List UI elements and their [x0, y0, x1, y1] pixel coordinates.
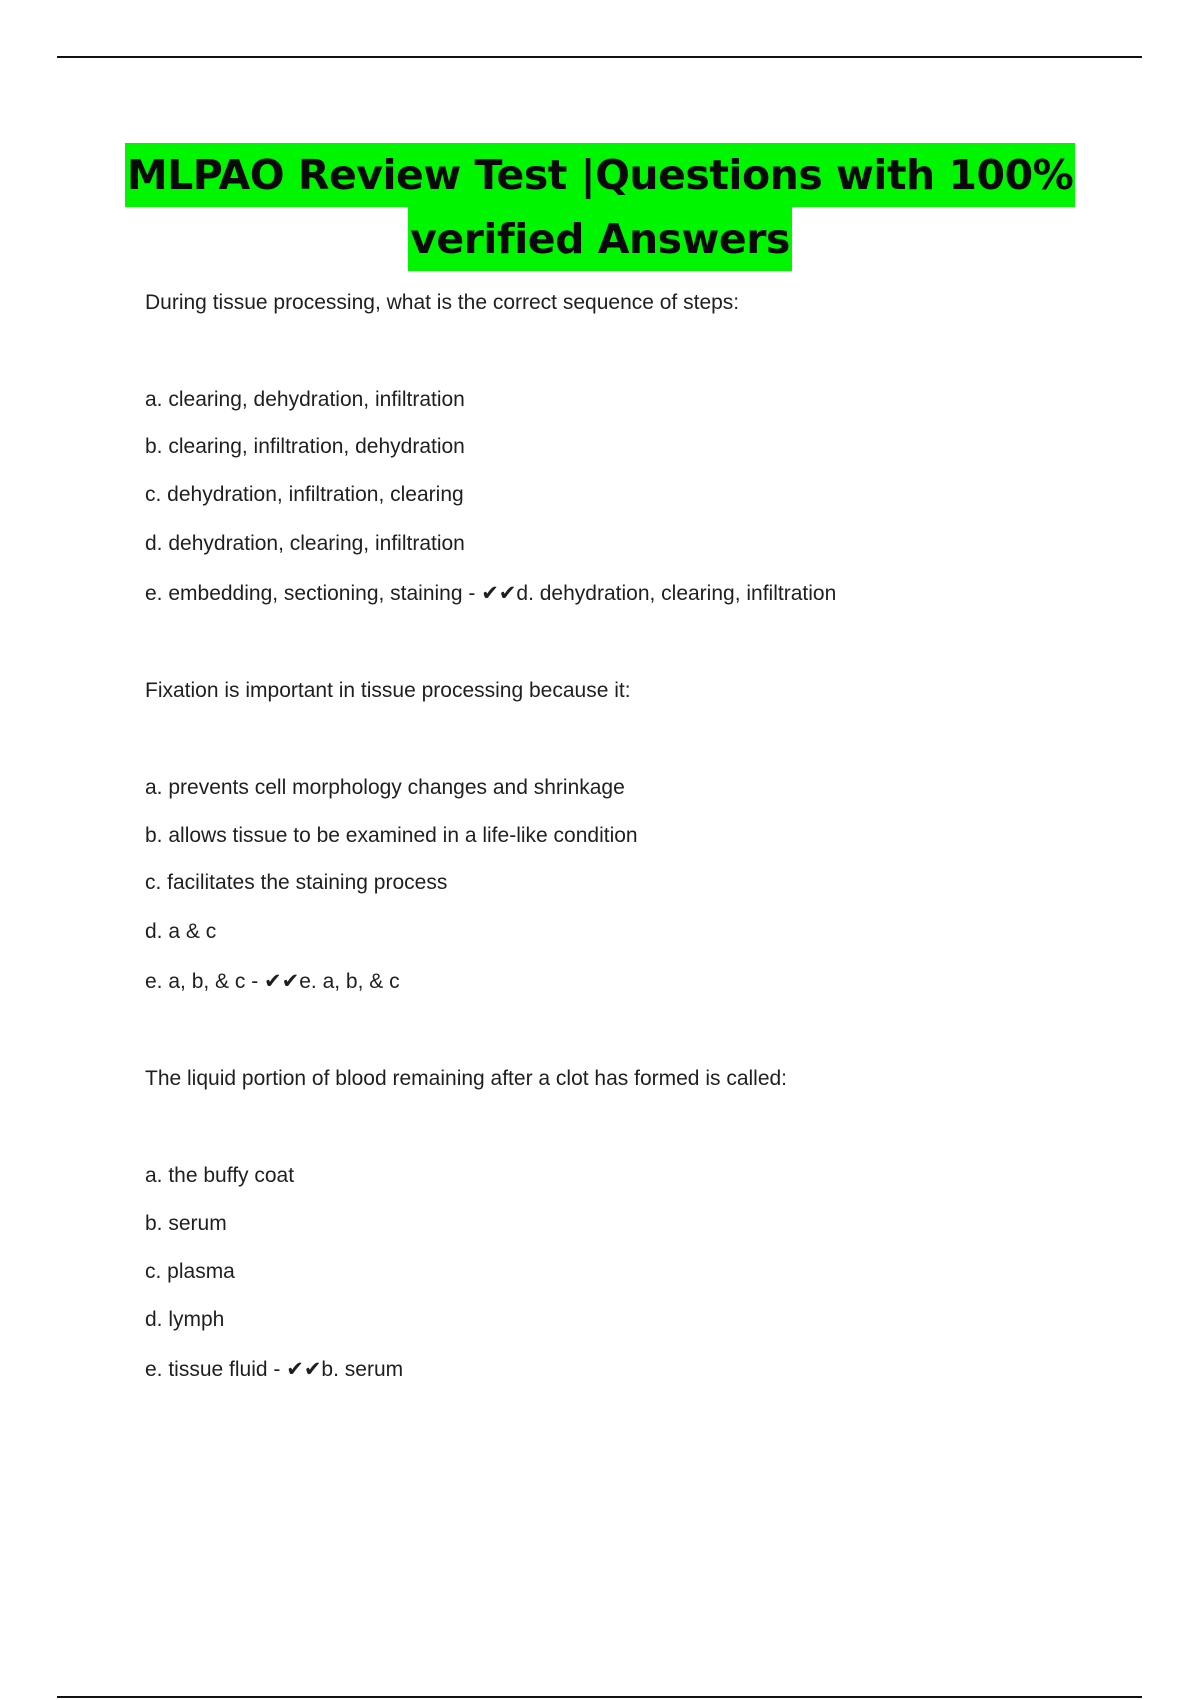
question-1-option-c: c. dehydration, infiltration, clearing — [145, 483, 464, 506]
question-2-text: Fixation is important in tissue processing because it: — [145, 679, 631, 702]
question-3-option-c: c. plasma — [145, 1260, 235, 1283]
question-3-option-b: b. serum — [145, 1212, 227, 1235]
question-1-option-e-answer: e. embedding, sectioning, staining - ✔✔d. dehydration, clearing, infiltration — [145, 582, 837, 605]
question-2-option-d: d. a & c — [145, 920, 217, 943]
header-rule — [57, 56, 1142, 58]
question-3-option-e-answer: e. tissue fluid - ✔✔b. serum — [145, 1358, 404, 1381]
question-3-text: The liquid portion of blood remaining after a clot has formed is called: — [145, 1067, 788, 1090]
title-line-2: verified Answers — [408, 207, 792, 271]
question-1-option-b: b. clearing, infiltration, dehydration — [145, 435, 465, 458]
question-2-option-a: a. prevents cell morphology changes and shrinkage — [145, 776, 625, 799]
question-1-option-a: a. clearing, dehydration, infiltration — [145, 388, 465, 411]
question-2-option-b: b. allows tissue to be examined in a life-like condition — [145, 824, 638, 847]
question-2-option-e-answer: e. a, b, & c - ✔✔e. a, b, & c — [145, 970, 400, 993]
title-line-1: MLPAO Review Test |Questions with 100% — [125, 143, 1075, 207]
footer-rule — [57, 1696, 1142, 1698]
document-title — [0, 143, 1200, 271]
question-2-option-c: c. facilitates the staining process — [145, 871, 448, 894]
question-3-option-d: d. lymph — [145, 1308, 225, 1331]
question-1-text: During tissue processing, what is the correct sequence of steps: — [145, 291, 740, 314]
question-3-option-a: a. the buffy coat — [145, 1164, 295, 1187]
question-1-option-d: d. dehydration, clearing, infiltration — [145, 532, 465, 555]
